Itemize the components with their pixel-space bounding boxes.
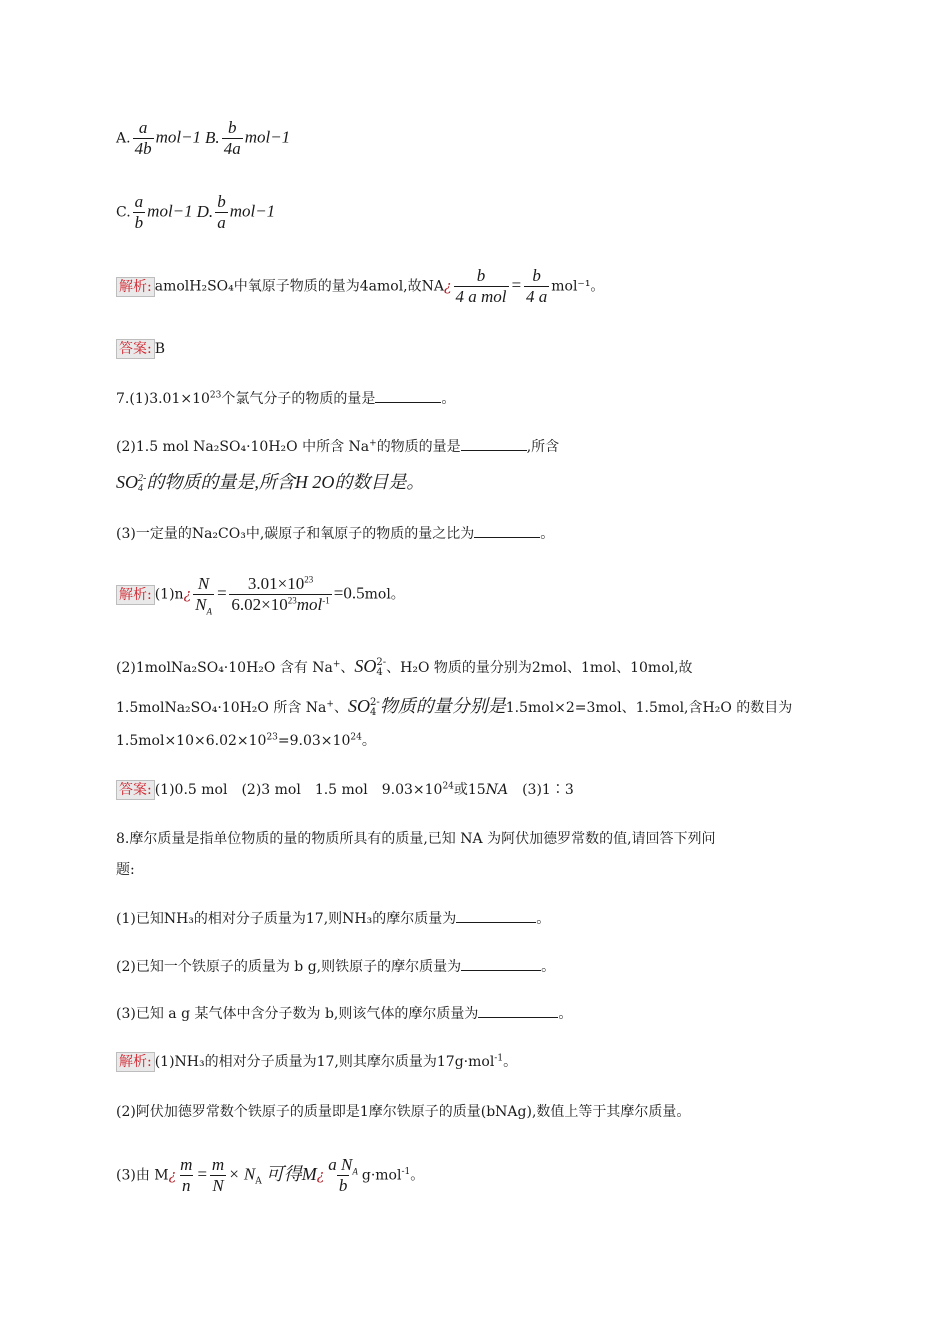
- option-a-unit: mol−1: [155, 127, 202, 147]
- q8-sub-2: [116, 957, 555, 977]
- sup: 2-: [369, 697, 380, 708]
- q6-options-ab: [116, 118, 290, 159]
- frac-num: m: [211, 1155, 225, 1174]
- q8-stem-1: [116, 829, 716, 849]
- sup: 23: [209, 390, 222, 401]
- q7-jiexi-1: [116, 574, 405, 615]
- q8-stem-2: [116, 860, 135, 880]
- sup: +: [369, 438, 377, 449]
- frac-num: a: [138, 118, 148, 137]
- q8-s2-text: (2)已知一个铁原子的质量为 b g,则铁原子的摩尔质量为: [116, 959, 462, 975]
- q7-p3-post: 1.5mol×2=3mol、1.5mol,含H₂O 的数目为: [505, 700, 793, 716]
- sup: +: [332, 659, 341, 670]
- q7-line3-text: 的物质的量是,所含H 2O的数目是。: [146, 472, 425, 492]
- q8-sub-1: [116, 909, 550, 929]
- red-mark-icon: ¿: [168, 1167, 177, 1184]
- q8-j3-unit: g·mol: [361, 1167, 402, 1184]
- jiexi-tag: 解析:: [116, 1052, 155, 1072]
- unit: mol。: [364, 586, 405, 603]
- sub: A: [352, 1166, 358, 1177]
- q7-p3-pre: 1.5molNa₂SO₄·10H₂O 所含 Na: [116, 700, 327, 716]
- unit: mol: [296, 595, 323, 614]
- frac-num: b: [217, 192, 226, 211]
- daan-tag: 答案:: [116, 339, 155, 359]
- frac-num: b: [227, 118, 237, 137]
- option-d-unit: mol−1: [229, 201, 276, 221]
- option-b-fraction: [222, 118, 243, 159]
- sub: 4: [376, 667, 383, 678]
- option-b-label: B.: [205, 127, 220, 147]
- frac-den: [193, 594, 214, 615]
- sup: 23: [266, 732, 278, 743]
- q7-line2-end: ,所含: [526, 439, 560, 455]
- q6-jiexi: [116, 266, 604, 307]
- frac-den: 4b: [134, 139, 152, 158]
- q8-j3-italic: 可得M: [265, 1163, 317, 1184]
- sub: 4: [369, 707, 377, 718]
- q7-line2-pre: (2)1.5 mol Na₂SO₄·10H₂O 中所含 Na: [116, 439, 370, 455]
- frac-num: b: [476, 266, 486, 285]
- jiexi-tag: 解析:: [116, 277, 155, 297]
- q6-jiexi-unit: mol⁻¹。: [551, 278, 605, 295]
- frac-num: b: [532, 266, 541, 285]
- q7-line2-mid: 的物质的量是: [376, 439, 461, 455]
- q8-j3-pre: (3)由 M: [116, 1167, 169, 1184]
- q7-p3-italic: 物质的量分别是: [379, 696, 506, 716]
- red-mark-icon: ¿: [183, 586, 192, 603]
- option-d-label: D.: [196, 201, 214, 221]
- q6-jiexi-fraction-2: [524, 266, 549, 307]
- so4-formula: SO: [116, 472, 138, 492]
- so4-formula: SO: [347, 696, 370, 716]
- sup: 23: [304, 574, 314, 585]
- sup: 2-: [138, 472, 147, 484]
- red-mark-icon: ¿: [444, 278, 452, 295]
- frac-num-text: a N: [328, 1155, 353, 1174]
- punct: 。: [441, 391, 456, 407]
- frac-den: N: [212, 1176, 224, 1195]
- q7-daan: [116, 780, 574, 800]
- equals-sign: =: [215, 583, 228, 603]
- answer-blank: [461, 438, 527, 451]
- q7-p4-pre: 1.5mol×10×6.02×10: [116, 733, 267, 749]
- q7-jiexi-4: [116, 731, 376, 751]
- frac-den: 4 a: [526, 287, 548, 306]
- sub: A: [255, 1176, 262, 1187]
- q7-part2-cont: [116, 470, 424, 494]
- q7-p4-mid: =9.03×10: [277, 733, 351, 749]
- option-b-unit: mol−1: [244, 127, 291, 147]
- q7-daan-mid: 或15: [453, 782, 486, 798]
- q8-jiexi-3: [116, 1155, 424, 1196]
- frac-num-text: 3.01×10: [247, 574, 305, 593]
- q6-options-cd: [116, 192, 275, 233]
- frac-num: N: [197, 574, 210, 593]
- frac-den-text: 6.02×10: [231, 595, 288, 614]
- q8-jiexi-1: [116, 1052, 517, 1072]
- equals-sign: =: [510, 275, 522, 295]
- punct: 。: [536, 911, 551, 927]
- avogadro-symbol: NA: [485, 782, 509, 798]
- option-d-fraction: [215, 192, 228, 233]
- red-mark-icon: ¿: [316, 1167, 325, 1184]
- q6-daan: [116, 339, 165, 359]
- sup: 24: [442, 781, 454, 792]
- option-c-label: C.: [116, 204, 131, 221]
- option-c-unit: mol−1: [147, 201, 193, 221]
- q7-jiexi-fraction-2: [229, 574, 331, 615]
- q7-part1: [116, 389, 455, 409]
- jiexi-tag: 解析:: [116, 585, 155, 605]
- answer-blank: [461, 958, 541, 971]
- daan-tag: 答案:: [116, 780, 155, 800]
- frac-den: [229, 594, 331, 615]
- answer-blank: [375, 390, 441, 403]
- q7-part2: [116, 437, 559, 457]
- frac-den: 4a: [223, 139, 241, 158]
- sup: -1: [322, 595, 330, 606]
- answer-blank: [478, 1005, 558, 1018]
- q7-jiexi-fraction-1: [193, 574, 214, 615]
- q7-jiexi-pre: (1)n: [154, 586, 184, 603]
- sub: 4: [138, 482, 143, 494]
- q6-jiexi-text: amolH₂SO₄中氧原子物质的量为4amol,故NA: [154, 278, 444, 295]
- punct: 。: [540, 526, 555, 542]
- frac-num: m: [180, 1155, 193, 1174]
- q8-j3-fraction-3: [326, 1155, 360, 1196]
- q8-j3-fraction-2: [210, 1155, 226, 1196]
- equals-sign: =: [196, 1164, 208, 1184]
- frac-num: [246, 574, 315, 594]
- frac-den-text: N: [195, 595, 207, 614]
- q7-daan-pre: (1)0.5 mol (2)3 mol 1.5 mol 9.03×10: [154, 782, 443, 798]
- frac-den: a: [217, 213, 226, 232]
- punct: 。: [541, 959, 556, 975]
- sub: A: [206, 606, 212, 617]
- sup: 2-: [376, 657, 387, 668]
- frac-den: 4 a mol: [455, 287, 507, 306]
- q8-stem-text: 8.摩尔质量是指单位物质的量的物质所具有的质量,已知 NA 为阿伏加德罗常数的值,请回答下列问: [116, 831, 716, 847]
- q8-j3-fraction-1: [178, 1155, 194, 1196]
- punct: 。: [503, 1054, 518, 1070]
- sup: +: [326, 699, 334, 710]
- frac-num: [326, 1155, 360, 1175]
- q7-line1-post: 个氯气分子的物质的量是: [221, 391, 376, 407]
- sup: 24: [350, 732, 362, 743]
- sup: 23: [287, 595, 297, 606]
- times-na: × N: [228, 1164, 256, 1184]
- q7-line1-pre: 7.(1)3.01×10: [116, 391, 210, 407]
- q8-s1-text: (1)已知NH₃的相对分子质量为17,则NH₃的摩尔质量为: [116, 911, 457, 927]
- q8-j1-text: (1)NH₃的相对分子质量为17,则其摩尔质量为17g·mol: [154, 1054, 495, 1070]
- frac-den: b: [134, 213, 144, 232]
- q8-jiexi-2: [116, 1102, 690, 1122]
- frac-den: n: [182, 1176, 191, 1195]
- q7-p2-post: 、H₂O 物质的量分别为2mol、1mol、10mol,故: [386, 660, 693, 676]
- q6-answer: B: [154, 341, 166, 357]
- q7-jiexi-result: =0.5: [333, 583, 365, 603]
- punct: 。: [558, 1006, 573, 1022]
- punct: 。: [410, 1167, 425, 1184]
- sup: -1: [494, 1053, 504, 1064]
- answer-blank: [474, 525, 540, 538]
- q6-jiexi-fraction-1: [454, 266, 509, 307]
- q7-jiexi-3: [116, 696, 792, 718]
- frac-den: b: [338, 1176, 348, 1195]
- punct: 、: [333, 700, 348, 716]
- sup: -1: [401, 1166, 411, 1177]
- q7-line4: (3)一定量的Na₂CO₃中,碳原子和氧原子的物质的量之比为: [116, 526, 475, 542]
- q8-s3-text: (3)已知 a g 某气体中含分子数为 b,则该气体的摩尔质量为: [116, 1006, 479, 1022]
- so4-formula: SO: [354, 656, 377, 676]
- punct: 、: [340, 660, 355, 676]
- q7-jiexi-2: [116, 656, 693, 678]
- q7-daan-end: (3)1∶3: [508, 782, 574, 798]
- q7-part3: [116, 524, 554, 544]
- frac-num: a: [134, 192, 144, 211]
- q8-stem-text-2: 题:: [116, 862, 135, 878]
- punct: 。: [361, 733, 376, 749]
- option-c-fraction: [133, 192, 146, 233]
- answer-blank: [456, 910, 536, 923]
- option-a-fraction: [133, 118, 154, 159]
- q7-p2-pre: (2)1molNa₂SO₄·10H₂O 含有 Na: [116, 660, 333, 676]
- q8-j2-text: (2)阿伏加德罗常数个铁原子的质量即是1摩尔铁原子的质量(bNAg),数值上等于其摩尔质量。: [116, 1104, 691, 1120]
- option-a-label: A.: [116, 130, 131, 147]
- q8-sub-3: [116, 1004, 572, 1024]
